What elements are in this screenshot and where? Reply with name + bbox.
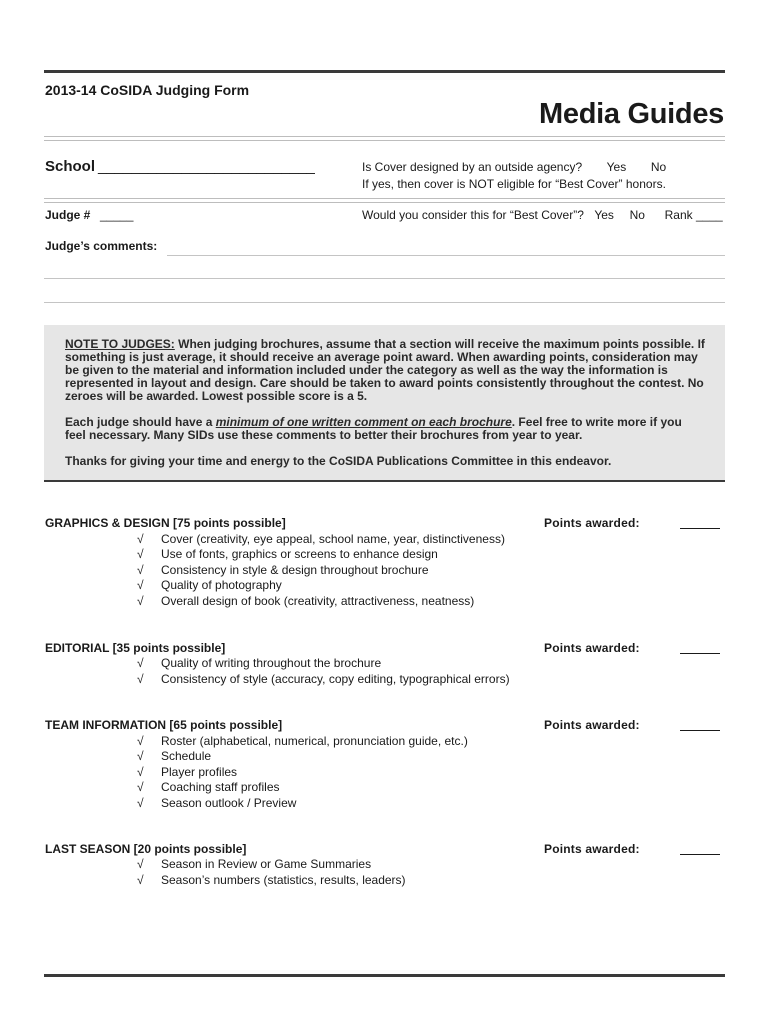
check-icon: √ xyxy=(137,672,144,686)
check-icon: √ xyxy=(137,857,144,871)
check-icon: √ xyxy=(137,749,144,763)
page-title: Media Guides xyxy=(539,98,724,130)
criteria-item xyxy=(137,765,237,779)
criteria-item xyxy=(137,780,280,794)
note-heading: NOTE TO JUDGES: xyxy=(65,337,175,351)
points-awarded-field-last-season[interactable] xyxy=(680,844,720,855)
section-title-graphics: GRAPHICS & DESIGN [75 points possible] xyxy=(45,516,286,530)
criteria-text: Season in Review or Game Summaries xyxy=(161,857,372,871)
check-icon: √ xyxy=(137,578,144,592)
criteria-item xyxy=(137,734,468,748)
check-icon: √ xyxy=(137,656,144,670)
check-icon: √ xyxy=(137,734,144,748)
section-title-last-season: LAST SEASON [20 points possible] xyxy=(45,842,247,856)
note-emphasis: minimum of one written comment on each brochure xyxy=(215,415,512,429)
cover-agency-yes[interactable]: Yes xyxy=(606,160,627,174)
points-awarded-label: Points awarded: xyxy=(544,842,640,856)
criteria-item xyxy=(137,873,406,887)
criteria-text: Use of fonts, graphics or screens to enhance design xyxy=(161,547,438,561)
cover-agency-question xyxy=(362,160,666,174)
judge-number-field[interactable]: _____ xyxy=(100,208,134,222)
note-to-judges-box xyxy=(44,325,725,482)
criteria-text: Quality of photography xyxy=(161,578,282,592)
criteria-item xyxy=(137,532,505,546)
school-field[interactable]: __________________________ xyxy=(98,158,315,175)
points-awarded-label: Points awarded: xyxy=(544,641,640,655)
check-icon: √ xyxy=(137,594,144,608)
comments-line[interactable] xyxy=(44,302,725,303)
criteria-text: Roster (alphabetical, numerical, pronunciation guide, etc.) xyxy=(161,734,468,748)
school-label: School xyxy=(45,158,96,175)
best-cover-question xyxy=(362,208,723,222)
check-icon: √ xyxy=(137,796,144,810)
note-paragraph-2-prefix: Each judge should have a xyxy=(65,415,213,429)
cover-agency-question-text: Is Cover designed by an outside agency? xyxy=(362,160,583,174)
check-icon: √ xyxy=(137,873,144,887)
divider xyxy=(44,136,725,137)
check-icon: √ xyxy=(137,563,144,577)
criteria-text: Season outlook / Preview xyxy=(161,796,297,810)
criteria-text: Overall design of book (creativity, attractiveness, neatness) xyxy=(161,594,475,608)
criteria-item xyxy=(137,594,474,608)
note-paragraph-2 xyxy=(65,416,705,442)
comments-line[interactable] xyxy=(44,278,725,279)
divider xyxy=(44,198,725,199)
note-paragraph-1-text: When judging brochures, assume that a section will receive the maximum points possible. If something is just average, it should receive an average point award. When awarding points, consideration may be given to the material and information included under the category as well as the way the information is represented in layout and design. Care should be taken to award points consistently throughout the contest. No zeroes will be awarded. Lowest possible score is a 5. xyxy=(65,337,705,403)
judge-label: Judge # xyxy=(45,208,91,222)
points-awarded-field-editorial[interactable] xyxy=(680,643,720,654)
criteria-item xyxy=(137,563,429,577)
rank-field[interactable]: ____ xyxy=(696,208,723,222)
criteria-item xyxy=(137,749,211,763)
criteria-item xyxy=(137,796,296,810)
rank-label: Rank xyxy=(664,208,693,222)
criteria-item xyxy=(137,578,282,592)
divider xyxy=(44,140,725,141)
criteria-text: Season’s numbers (statistics, results, leaders) xyxy=(161,873,406,887)
bottom-rule xyxy=(44,974,725,977)
points-awarded-label: Points awarded: xyxy=(544,718,640,732)
best-cover-question-text: Would you consider this for “Best Cover”? xyxy=(362,208,584,222)
check-icon: √ xyxy=(137,780,144,794)
criteria-text: Cover (creativity, eye appeal, school name, year, distinctiveness) xyxy=(161,532,505,546)
criteria-text: Schedule xyxy=(161,749,212,763)
criteria-item xyxy=(137,656,381,670)
section-title-editorial: EDITORIAL [35 points possible] xyxy=(45,641,226,655)
criteria-text: Quality of writing throughout the brochure xyxy=(161,656,382,670)
criteria-item xyxy=(137,547,438,561)
criteria-item xyxy=(137,672,510,686)
criteria-text: Consistency in style & design throughout brochure xyxy=(161,563,429,577)
section-title-team-information: TEAM INFORMATION [65 points possible] xyxy=(45,718,283,732)
note-paragraph-3: Thanks for giving your time and energy to the CoSIDA Publications Committee in this endeavor. xyxy=(65,454,612,468)
criteria-text: Coaching staff profiles xyxy=(161,780,280,794)
points-awarded-field-team-information[interactable] xyxy=(680,720,720,731)
comments-label: Judge’s comments: xyxy=(45,239,158,253)
form-title: 2013-14 CoSIDA Judging Form xyxy=(45,82,250,98)
check-icon: √ xyxy=(137,532,144,546)
comments-line[interactable] xyxy=(167,255,725,256)
criteria-text: Player profiles xyxy=(161,765,238,779)
check-icon: √ xyxy=(137,765,144,779)
divider xyxy=(44,202,725,203)
best-cover-yes[interactable]: Yes xyxy=(594,208,614,222)
criteria-text: Consistency of style (accuracy, copy editing, typographical errors) xyxy=(161,672,510,686)
best-cover-no[interactable]: No xyxy=(629,208,645,222)
criteria-item xyxy=(137,857,371,871)
points-awarded-label: Points awarded: xyxy=(544,516,640,530)
points-awarded-field-graphics[interactable] xyxy=(680,518,720,529)
cover-agency-note: If yes, then cover is NOT eligible for “Best Cover” honors. xyxy=(362,177,666,191)
note-paragraph-2-suffix: . Feel free to write more if you feel necessary. Many SIDs use these comments to better their brochures from year to year. xyxy=(65,415,682,442)
note-paragraph-1 xyxy=(65,338,705,403)
cover-agency-no[interactable]: No xyxy=(650,160,667,174)
check-icon: √ xyxy=(137,547,144,561)
top-rule xyxy=(44,70,725,73)
